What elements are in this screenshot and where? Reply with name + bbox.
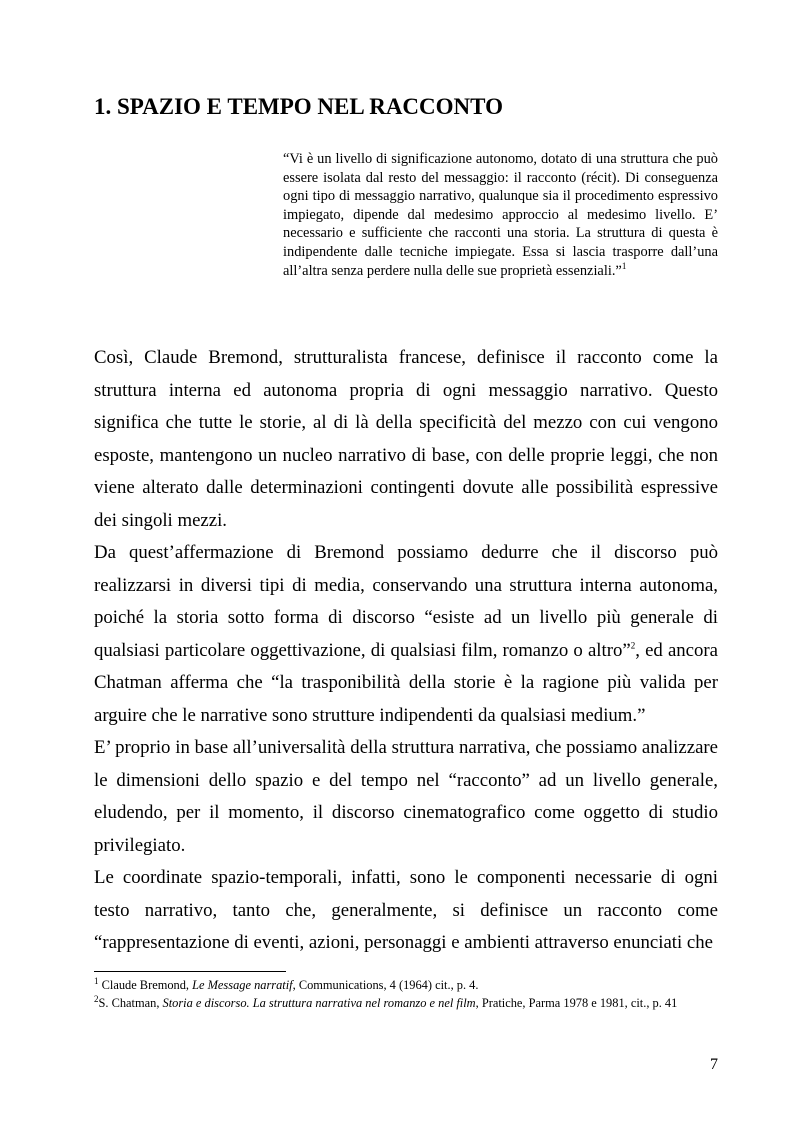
paragraph-1: Così, Claude Bremond, strutturalista francese, definisce il racconto come la struttura interna ed autonoma propria di ogni messaggio narrativo. Questo significa che tutte le storie, al di là della specificità del mezzo con cui vengono esposte, mantengono un nucleo narrativo di base, con delle proprie leggi, che non viene alterato dalle determinazioni contingenti dovute alle possibilità espressive dei singoli mezzi. (94, 347, 718, 531)
footnote-ref-1[interactable]: 1 (621, 260, 627, 271)
footnote-ref-2[interactable]: 2 (630, 640, 636, 651)
footnote-2-work: Storia e discorso. La struttura narrativa nel romanzo e nel film (162, 995, 476, 1010)
footnote-1-author: Claude Bremond, (101, 978, 190, 992)
epigraph-text: “Vi è un livello di significazione autonomo, dotato di una struttura che può essere isolata dal resto del messaggio: il racconto (récit). Di conseguenza ogni tipo di messaggio narrativo, qualunque sia il procedimento espressivo impiegato, dipende dal medesimo approccio al medesimo livello. E’ necessario e sufficiente che racconti una storia. La struttura di questa è indipendente dalle tecniche impiegate. Essa si lascia trasporre dall’una all’altra senza perdere nulla delle sue proprietà essenziali.” (283, 151, 718, 279)
footnote-1 (94, 975, 718, 994)
footnote-2-rest: , Pratiche, Parma 1978 e 1981, cit., p. 41 (475, 995, 678, 1010)
footnote-1-rest: , Communications, 4 (1964) cit., p. 4. (292, 978, 479, 992)
epigraph-quote (283, 150, 718, 280)
footnote-2-author: S. Chatman, (98, 995, 160, 1010)
paragraph-2 (94, 537, 718, 732)
footnote-1-work: Le Message narratif (192, 978, 293, 992)
chapter-heading: 1. SPAZIO E TEMPO NEL RACCONTO (94, 94, 503, 119)
footnote-separator (94, 971, 286, 972)
paragraph-2-part-a: Da quest’affermazione di Bremond possiamo dedurre che il discorso può realizzarsi in diversi tipi di media, conservando una struttura interna autonoma, poiché la storia sotto forma di discorso “esiste ad un livello più generale di qualsiasi particolare oggettivazione, di qualsiasi film, romanzo o altro” (94, 542, 718, 661)
body-text (94, 342, 718, 960)
paragraph-3: E’ proprio in base all’universalità della struttura narrativa, che possiamo analizzare le dimensioni dello spazio e del tempo nel “racconto” ad un livello generale, eludendo, per il momento, il discorso cinematografico come oggetto di studio privilegiato. (94, 737, 718, 856)
footnote-1-number: 1 (94, 975, 99, 986)
paragraph-2-part-b: , ed ancora Chatman afferma che “la trasponibilità della storie è la ragione più valida per arguire che le narrative sono strutture indipendenti da qualsiasi medium.” (94, 639, 718, 726)
page-number: 7 (710, 1056, 718, 1073)
footnotes (94, 975, 718, 1013)
footnote-2 (94, 993, 718, 1012)
paragraph-4: Le coordinate spazio-temporali, infatti, sono le componenti necessarie di ogni testo narrativo, tanto che, generalmente, si definisce un racconto come “rappresentazione di eventi, azioni, personaggi e ambienti attraverso enunciati che (94, 867, 718, 953)
footnote-2-number: 2 (94, 993, 99, 1004)
